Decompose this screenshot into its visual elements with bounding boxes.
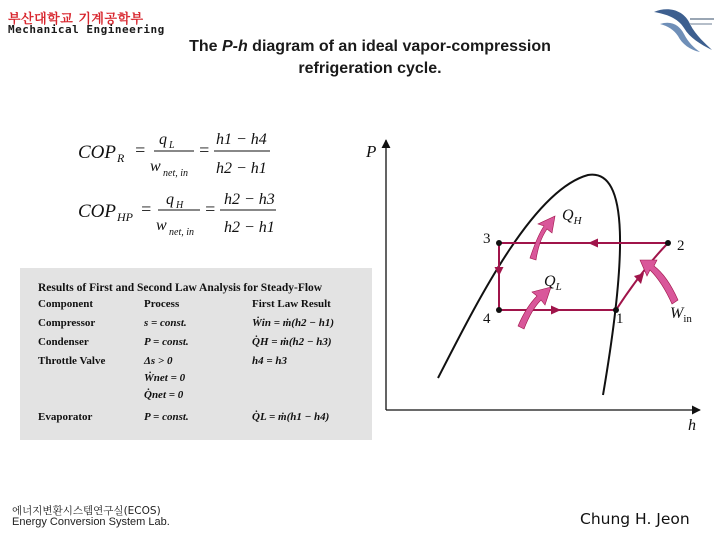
saturation-dome — [438, 175, 620, 395]
lab-name-english: Energy Conversion System Lab. — [12, 516, 170, 528]
department-english: Mechanical Engineering — [8, 23, 165, 36]
work-in-arrow — [640, 260, 678, 304]
p-h-diagram — [358, 130, 720, 440]
title-line-2: refrigeration cycle. — [298, 60, 442, 77]
cop-refrigerator-formula — [78, 131, 270, 179]
lab-name-korean: 에너지변환시스템연구실(ECOS) — [12, 505, 161, 517]
cop-r-lhs-sub: R — [117, 151, 125, 165]
heat-out-arrow — [530, 216, 555, 260]
state-points — [496, 240, 671, 313]
work-in-label: $W_{in}$ — [670, 305, 692, 325]
table-header-component: Component — [38, 298, 94, 310]
state-label-4: 4 — [483, 311, 491, 327]
cop-formulas — [70, 118, 310, 248]
table-row-result: Q̇H = ṁ(h2 − h3) — [252, 336, 332, 348]
svg-text:L: L — [169, 140, 175, 151]
p-axis-label: P — [366, 142, 377, 161]
cop-r-num2: h1 − h4 — [216, 131, 267, 148]
cop-hp-lhs: COP — [78, 201, 116, 222]
svg-text:=: = — [204, 199, 217, 219]
department-korean: 부산대학교 기계공학부 — [8, 12, 144, 27]
author-name: Chung H. Jeon — [580, 510, 690, 528]
svg-text:H: H — [176, 200, 184, 211]
cop-r-lhs: COP — [78, 142, 116, 163]
cop-hp-lhs-sub: HP — [117, 210, 133, 224]
heat-in-label: $Q_L$ — [544, 273, 562, 293]
arrow-left — [588, 239, 598, 248]
table-row-result: Ẇin = ṁ(h2 − h1) — [252, 317, 335, 329]
table-row-process: P = const. — [144, 411, 189, 423]
table-row-component: Condenser — [38, 336, 89, 348]
heat-out-label: $Q_H$ — [562, 207, 582, 227]
table-row-process: s = const. — [144, 317, 187, 329]
cop-r-den2: h2 − h1 — [216, 160, 267, 177]
svg-text:=: = — [140, 199, 153, 219]
cop-r-den1: w — [150, 158, 161, 175]
cop-hp-den1: w — [156, 217, 167, 234]
state-label-1: 1 — [616, 311, 624, 327]
table-row-result: Q̇L = ṁ(h1 − h4) — [252, 411, 330, 423]
page-title — [130, 36, 610, 80]
cop-hp-num1: q — [166, 191, 174, 208]
state-label-2: 2 — [677, 238, 685, 254]
table-row-process: P = const. — [144, 336, 189, 348]
svg-text:net, in: net, in — [169, 227, 194, 238]
state-label-3: 3 — [483, 231, 491, 247]
refrigeration-cycle — [495, 239, 669, 315]
title-line-1: The P-h diagram of an ideal vapor-compression — [189, 38, 551, 55]
table-header-result: First Law Result — [252, 298, 331, 310]
svg-text:net, in: net, in — [163, 168, 188, 179]
state-point-4 — [496, 307, 502, 313]
table-row-process: Δs > 0 — [144, 355, 173, 367]
table-header-process: Process — [144, 298, 180, 310]
table-row-process: Q̇net = 0 — [144, 389, 184, 401]
svg-text:=: = — [134, 140, 147, 160]
arrow-right — [551, 306, 561, 315]
cop-r-num1: q — [159, 131, 167, 148]
university-logo-icon — [650, 4, 716, 54]
cop-heat-pump-formula — [78, 191, 276, 238]
table-row-result: h4 = h3 — [252, 355, 288, 367]
h-axis-label: h — [688, 417, 696, 434]
first-law-results-table — [20, 268, 372, 440]
state-point-3 — [496, 240, 502, 246]
heat-in-arrow — [518, 287, 551, 329]
cop-hp-den2: h2 − h1 — [224, 219, 275, 236]
svg-text:=: = — [198, 140, 211, 160]
table-row-component: Evaporator — [38, 411, 93, 423]
table-row-component: Compressor — [38, 317, 96, 329]
table-row-component: Throttle Valve — [38, 355, 106, 367]
cop-hp-num2: h2 − h3 — [224, 191, 275, 208]
table-row-process: Ẇnet = 0 — [144, 372, 186, 384]
state-point-2 — [665, 240, 671, 246]
table-title: Results of First and Second Law Analysis for Steady-Flow — [38, 282, 323, 294]
